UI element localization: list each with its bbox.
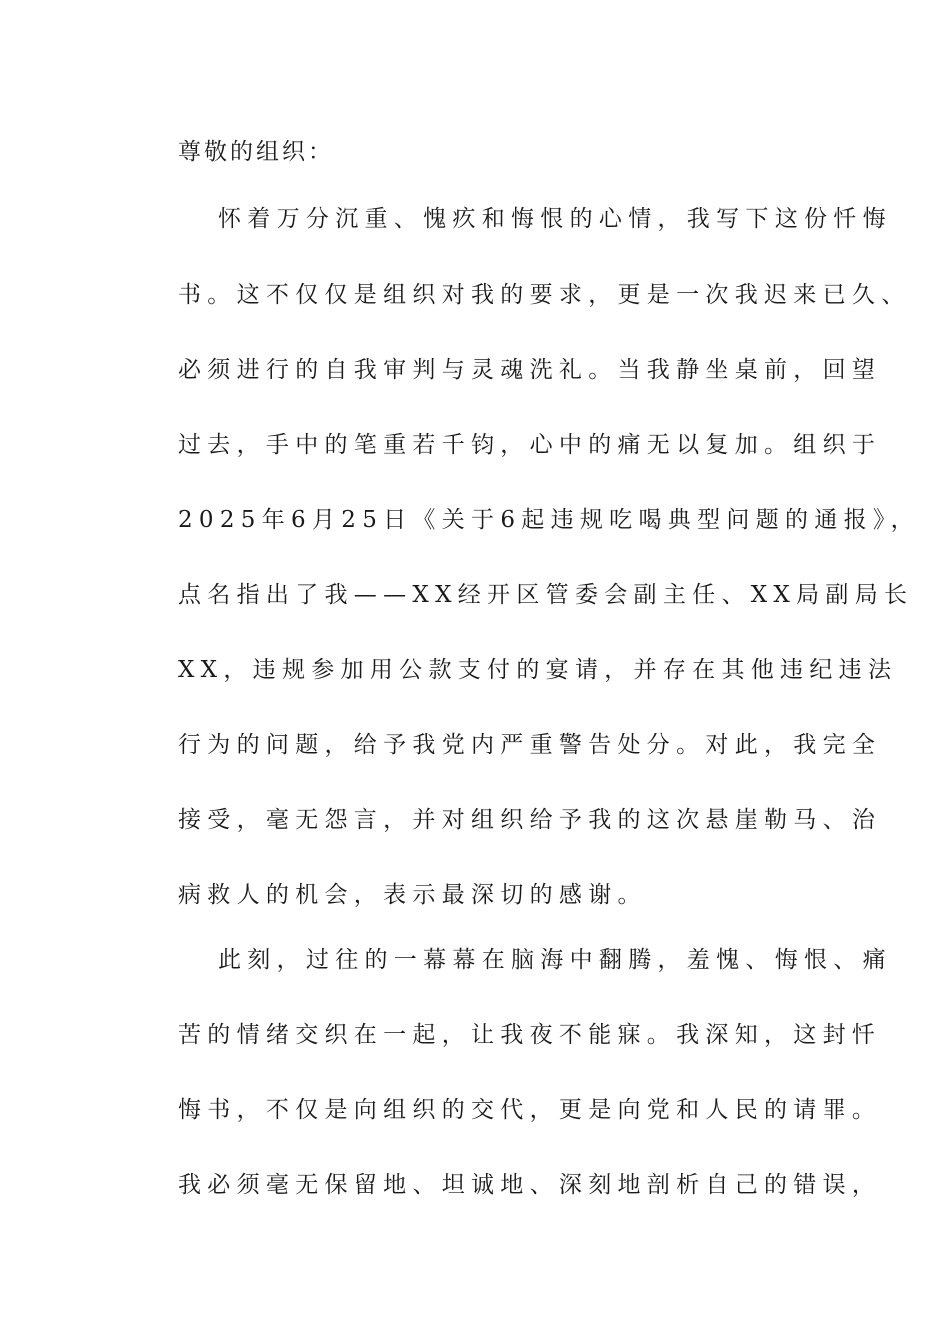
paragraph-1-line-2: 书。这不仅仅是组织对我的要求，更是一次我迟来已久、 — [178, 282, 911, 308]
paragraph-1-line-3: 必须进行的自我审判与灵魂洗礼。当我静坐桌前，回望 — [178, 357, 882, 383]
paragraph-2-line-2: 苦的情绪交织在一起，让我夜不能寐。我深知，这封忏 — [178, 1022, 882, 1048]
salutation: 尊敬的组织： — [178, 139, 334, 165]
paragraph-2-line-1: 此刻，过往的一幕幕在脑海中翻腾，羞愧、悔恨、痛 — [218, 947, 892, 973]
paragraph-1-line-1: 怀着万分沉重、愧疚和悔恨的心情，我写下这份忏悔 — [218, 206, 892, 232]
paragraph-1-line-5: 2025年6月25日《关于6起违规吃喝典型问题的通报》， — [178, 507, 920, 533]
paragraph-1-line-6: 点名指出了我——XX经开区管委会副主任、XX局副局长 — [178, 582, 914, 608]
paragraph-2-line-3: 悔书，不仅是向组织的交代，更是向党和人民的请罪。 — [178, 1097, 882, 1123]
paragraph-1-line-8: 行为的问题，给予我党内严重警告处分。对此，我完全 — [178, 732, 882, 758]
paragraph-1-line-7: XX，违规参加用公款支付的宴请，并存在其他违纪违法 — [178, 657, 898, 683]
paragraph-1-line-9: 接受，毫无怨言，并对组织给予我的这次悬崖勒马、治 — [178, 807, 882, 833]
paragraph-1-line-4: 过去，手中的笔重若千钧，心中的痛无以复加。组织于 — [178, 432, 882, 458]
paragraph-1-line-10: 病救人的机会，表示最深切的感谢。 — [178, 882, 647, 908]
paragraph-2-line-4: 我必须毫无保留地、坦诚地、深刻地剖析自己的错误， — [178, 1172, 882, 1198]
